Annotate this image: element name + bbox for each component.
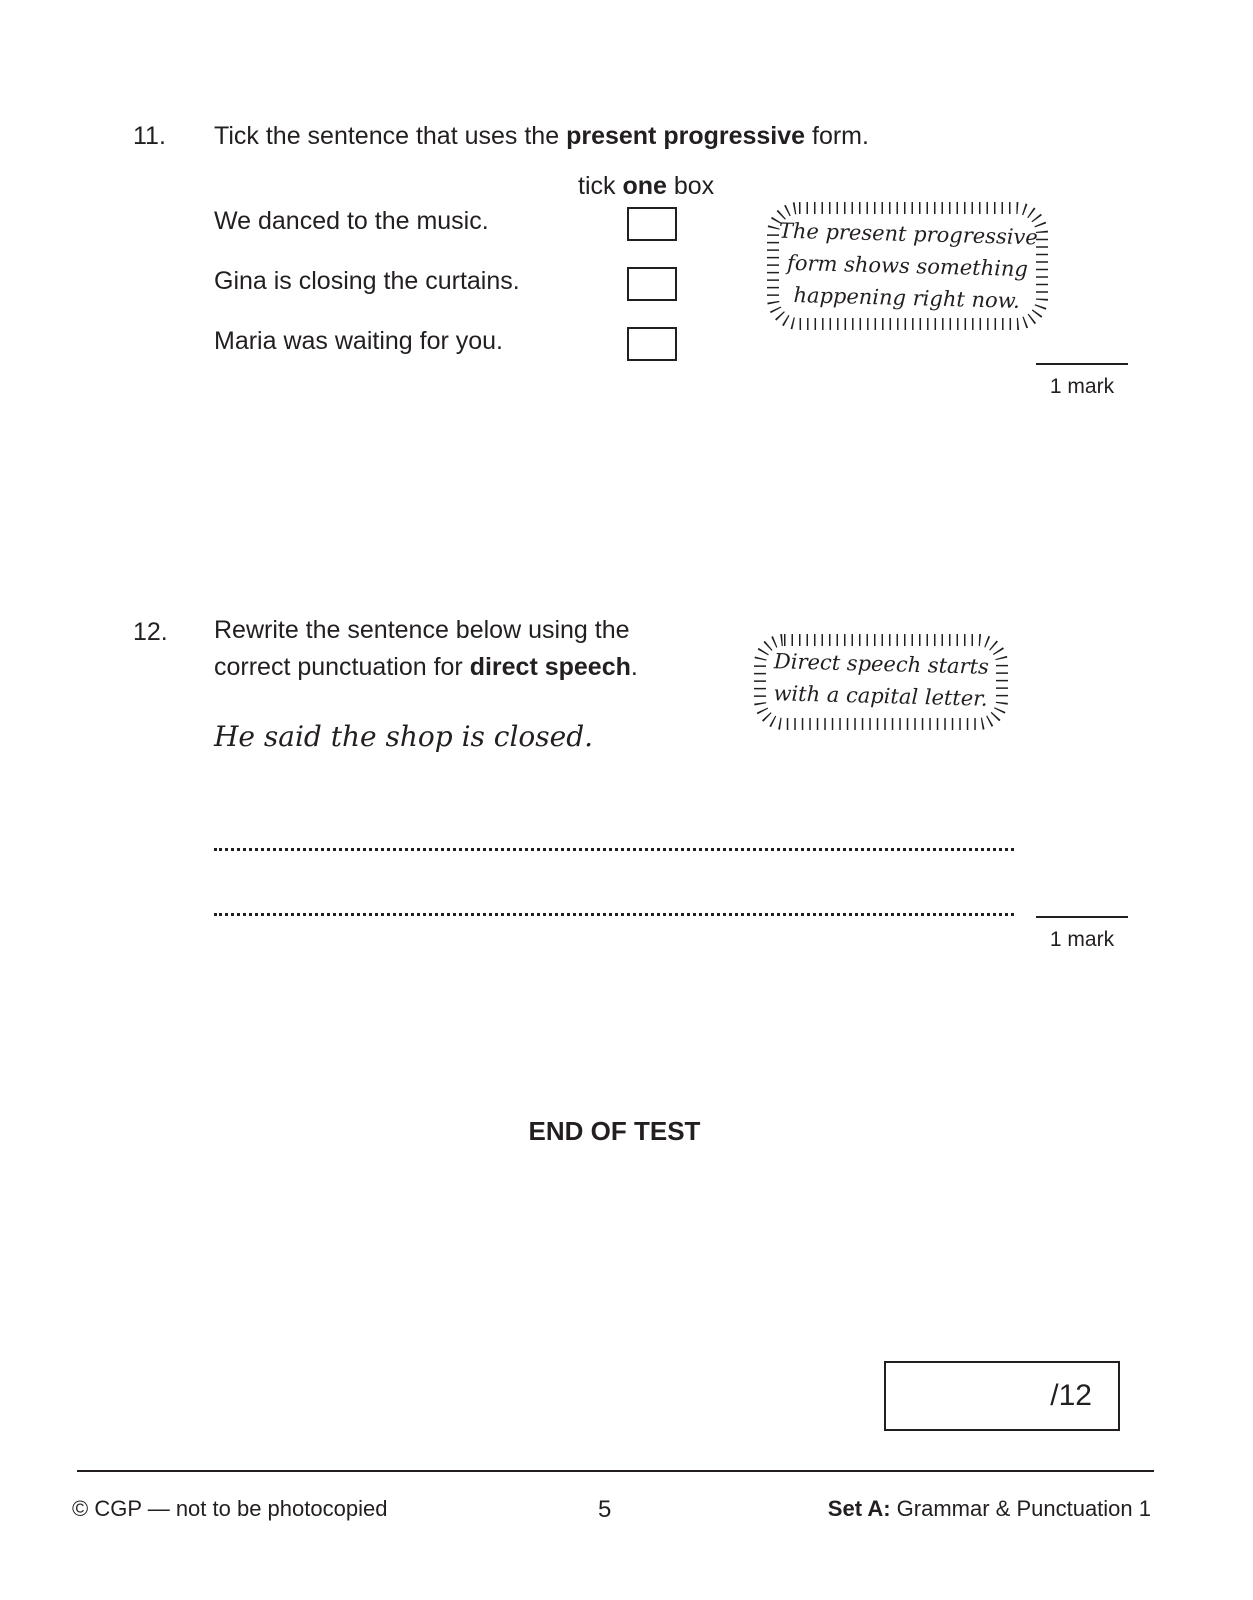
tick-label-bold: one [622,172,667,200]
q11-tickbox-3[interactable] [627,327,677,361]
q12-hint-line-1: Direct speech starts [773,649,990,679]
q11-option-2: Gina is closing the curtains. [214,267,520,295]
q12-prompt-line-1: Rewrite the sentence below using the [214,616,630,644]
q12-number: 12. [133,618,168,646]
footer-set-label: Set A: [827,1496,891,1521]
q11-option-3: Maria was waiting for you. [214,327,504,355]
q11-prompt-pre: Tick the sentence that uses the [214,122,567,150]
q11-prompt-post: form. [805,122,869,150]
footer-set-title [828,1496,1151,1522]
q11-tickbox-1[interactable] [627,207,677,241]
q12-prompt-line-2-bold: direct speech [469,653,631,681]
tick-one-box-label [578,168,714,205]
q12-sentence: He said the shop is closed. [214,720,594,753]
q11-prompt [214,118,869,155]
footer-set-text: Grammar & Punctuation 1 [890,1496,1151,1521]
q11-tickbox-2[interactable] [627,267,677,301]
q12-prompt-line-2-post: . [630,653,638,681]
q11-prompt-bold: present progressive [566,122,806,150]
q11-mark-line [1036,363,1128,365]
q12-prompt [214,612,638,686]
q12-hint-line-2: with a capital letter. [773,681,988,711]
q12-mark-line [1036,916,1128,918]
tick-label-post: box [666,172,715,200]
q11-number: 11. [133,122,166,150]
score-box[interactable] [884,1361,1120,1431]
q12-mark-label: 1 mark [1049,928,1115,951]
footer-copyright: © CGP — not to be photocopied [72,1496,388,1521]
footer-rule [77,1470,1154,1472]
q11-mark-label: 1 mark [1049,375,1115,398]
tick-label-pre: tick [578,172,623,200]
q12-hint-bubble [752,632,1010,732]
answer-line-2[interactable] [214,913,1014,916]
q11-hint-line-3: happening right now. [793,283,1021,313]
q11-hint-line-1: The present progressive [778,218,1039,250]
answer-line-1[interactable] [214,848,1014,851]
q12-prompt-line-2 [214,649,638,686]
q11-hint-bubble [765,200,1050,332]
page-number: 5 [598,1496,612,1523]
score-total: /12 [1050,1379,1092,1412]
end-of-test: END OF TEST [528,1116,701,1146]
q11-hint-line-2: form shows something [786,250,1029,282]
q11-option-1: We danced to the music. [214,207,489,235]
q12-prompt-line-2-pre: correct punctuation for [214,653,470,681]
